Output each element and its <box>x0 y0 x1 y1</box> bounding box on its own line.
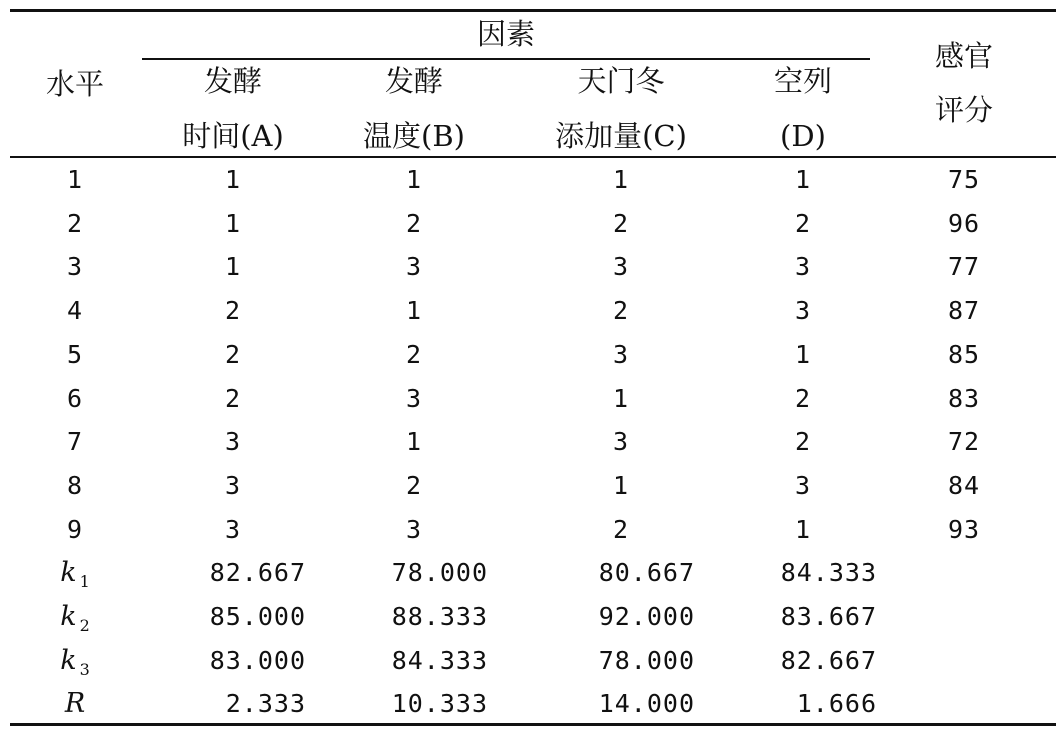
cell-b: 3 <box>405 252 423 282</box>
header-level: 水平 <box>45 67 105 101</box>
stat-b: 88.333 <box>391 602 488 631</box>
cell-level: 7 <box>66 427 84 457</box>
stat-a: 82.667 <box>209 558 306 588</box>
cell-b: 1 <box>405 427 423 457</box>
cell-b: 2 <box>405 339 423 369</box>
cell-c: 2 <box>612 514 630 544</box>
header-factors: 因素 <box>476 17 536 51</box>
cell-score: 83 <box>947 383 981 413</box>
cell-score: 75 <box>947 165 981 194</box>
stat-symbol: k <box>60 601 77 632</box>
stat-subscript: 2 <box>79 616 90 635</box>
cell-c: 1 <box>612 383 630 413</box>
cell-b: 1 <box>405 296 423 326</box>
stat-label <box>65 684 85 724</box>
stat-symbol: k <box>60 557 77 589</box>
cell-a: 1 <box>224 165 242 194</box>
header-col-a-line1: 发酵 <box>203 64 263 98</box>
cell-a: 2 <box>224 339 242 369</box>
cell-level: 3 <box>66 252 84 282</box>
stat-label <box>60 597 90 646</box>
cell-c: 3 <box>612 252 630 282</box>
stat-d: 82.667 <box>780 645 877 675</box>
cell-a: 3 <box>224 514 242 544</box>
stat-c: 92.000 <box>598 602 695 631</box>
cell-c: 3 <box>612 339 630 369</box>
cell-c: 1 <box>612 470 630 500</box>
cell-score: 85 <box>947 339 981 369</box>
stat-a: 2.333 <box>225 689 306 719</box>
header-col-d-line2: (D) <box>780 119 826 153</box>
cell-d: 2 <box>794 208 812 238</box>
stat-subscript: 1 <box>79 572 90 592</box>
cell-d: 3 <box>794 252 812 282</box>
stat-d: 83.667 <box>780 602 877 631</box>
cell-a: 1 <box>224 208 242 238</box>
cell-d: 2 <box>794 427 812 457</box>
stat-label <box>60 553 90 602</box>
cell-score: 77 <box>947 252 981 282</box>
cell-d: 2 <box>794 383 812 413</box>
cell-b: 3 <box>405 383 423 413</box>
stat-c: 80.667 <box>598 558 695 588</box>
stat-c: 14.000 <box>598 689 695 719</box>
cell-a: 2 <box>224 296 242 326</box>
stat-c: 78.000 <box>598 645 695 675</box>
cell-a: 3 <box>224 427 242 457</box>
cell-b: 2 <box>405 208 423 238</box>
stat-a: 85.000 <box>209 602 306 631</box>
cell-d: 1 <box>794 514 812 544</box>
cell-level: 4 <box>66 296 84 326</box>
stat-d: 1.666 <box>796 689 877 719</box>
stat-a: 83.000 <box>209 645 306 675</box>
cell-a: 1 <box>224 252 242 282</box>
header-col-d-line1: 空列 <box>773 64 833 98</box>
cell-level: 9 <box>66 514 84 544</box>
bottom-rule <box>10 723 1056 726</box>
cell-level: 8 <box>66 470 84 500</box>
cell-d: 3 <box>794 296 812 326</box>
cell-level: 2 <box>66 208 84 238</box>
cell-c: 2 <box>612 208 630 238</box>
cell-a: 2 <box>224 383 242 413</box>
cell-score: 93 <box>947 514 981 544</box>
header-score-line1: 感官 <box>934 39 994 73</box>
cell-a: 3 <box>224 470 242 500</box>
stat-symbol: k <box>60 644 77 676</box>
stat-b: 78.000 <box>391 558 488 588</box>
stat-b: 84.333 <box>391 645 488 675</box>
cell-b: 3 <box>405 514 423 544</box>
stat-d: 84.333 <box>780 558 877 588</box>
cell-level: 1 <box>66 165 84 194</box>
cell-score: 87 <box>947 296 981 326</box>
factor-underline <box>142 58 870 60</box>
header-col-c-line1: 天门冬 <box>577 64 665 98</box>
cell-c: 3 <box>612 427 630 457</box>
header-rule <box>10 156 1056 158</box>
header-col-a-line2: 时间(A) <box>182 119 284 153</box>
cell-level: 5 <box>66 339 84 369</box>
cell-level: 6 <box>66 383 84 413</box>
cell-score: 72 <box>947 427 981 457</box>
stat-b: 10.333 <box>391 689 488 719</box>
cell-b: 1 <box>405 165 423 194</box>
cell-d: 1 <box>794 165 812 194</box>
stat-symbol: R <box>64 688 86 720</box>
cell-d: 3 <box>794 470 812 500</box>
header-col-c-line2: 添加量(C) <box>555 119 687 153</box>
cell-c: 1 <box>612 165 630 194</box>
header-score-line2: 评分 <box>934 93 994 127</box>
cell-d: 1 <box>794 339 812 369</box>
cell-c: 2 <box>612 296 630 326</box>
cell-score: 84 <box>947 470 981 500</box>
header-col-b-line1: 发酵 <box>384 64 444 98</box>
stat-label <box>60 641 90 690</box>
top-rule <box>10 9 1056 12</box>
cell-score: 96 <box>947 208 981 238</box>
header-col-b-line2: 温度(B) <box>363 119 465 153</box>
cell-b: 2 <box>405 470 423 500</box>
stat-subscript: 3 <box>79 659 90 679</box>
